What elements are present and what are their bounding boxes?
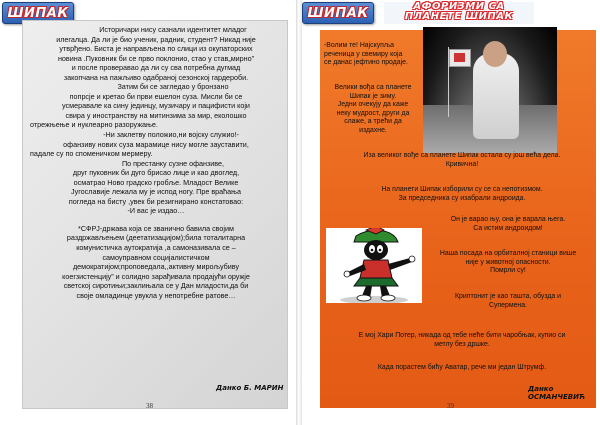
text-line: илегалца. Да ли је био ученик, радник, студент? Никад није: [56, 34, 256, 44]
text-line: новина .Пуковник би се прво поклонио, стао у став„мирно”: [57, 53, 255, 63]
author-signature: Данко Б. МАРИН: [216, 384, 284, 392]
aphorism-line: На планети Шипак изборили су се са непотизмом.: [381, 186, 543, 193]
left-page: [0, 0, 296, 425]
text-line: -И вас је издао…: [127, 206, 185, 216]
aphorism-line: се данас јефтино продаје.: [324, 59, 408, 67]
martian-drawing: [326, 228, 422, 303]
aphorism: [324, 364, 600, 373]
shipak-logo: ШИПАК: [302, 2, 374, 24]
footnote-line: светској сиротињи;заклињала се у Дан младости,да би: [63, 281, 249, 291]
aphorism-line: Е мој Хари Потер, никада од тебе неће бити чаробњак, купио си: [358, 332, 566, 339]
page-title: [384, 2, 534, 24]
shipak-logo: ШИПАК: [2, 2, 74, 24]
aphorism-line: издахне.: [359, 126, 387, 134]
footnote-line: своје омладинце увукла у непотребне ратове…: [76, 290, 236, 300]
footnote-line: демократијом;проповедала,,активну мирољубиву: [72, 262, 240, 272]
aphorism-line: Једни очекују да каже: [337, 101, 409, 109]
aphorism: [324, 42, 424, 68]
aphorism-line: слаже, а трећи да: [344, 118, 402, 126]
aphorism-line: Шипак је зиму.: [349, 92, 397, 100]
text-line: закопчана на пажљиво одабраној сезонској гардероби.: [63, 72, 249, 82]
aphorism-line: Он је варао њу, она је варала њега.: [450, 216, 566, 223]
text-line: -Ни заклетву положио,ни војску служио!-: [103, 130, 239, 140]
footnote-line: комунистичка аутократија ,а самоназивала се –: [76, 243, 236, 253]
footnote-line: раздржављењем (деетатизацијом);била тоталитарна: [66, 233, 246, 243]
text-line: погледа на бисту ,увек би резигнирано констатовао:: [68, 196, 244, 206]
story-text: [30, 25, 282, 300]
text-line: Затим би се загледао у бронзано: [117, 82, 229, 92]
page-number: 38: [146, 402, 153, 410]
aphorism-line: -Волим те! Најскупља: [324, 42, 394, 49]
text-line: офанзиву нових суза марамице нису могле зауставити,: [63, 139, 249, 149]
aphorism-line: неку мудрост, други да: [336, 109, 410, 117]
aphorism-line: Велики вођа са планете: [334, 84, 412, 91]
text-line: осматрао Ново градско гробље. Младост Велике: [73, 177, 239, 187]
astronaut-photo: [423, 27, 557, 153]
aphorism-line: Кривична!: [445, 160, 479, 168]
text-line: и после проверавао да ли су сва потребна дугмад: [71, 63, 241, 73]
aphorism: [324, 152, 600, 169]
text-line: свира у иностранству на митинзима за мир, еколошко: [65, 110, 247, 120]
footnote-line: самоуправном социјалистичком: [102, 252, 210, 262]
aphorism: [324, 84, 422, 136]
title-line: АФОРИЗМИ СА: [413, 1, 505, 12]
marvin-martian-cartoon: [326, 228, 422, 303]
aphorism-line: Са истим андроидом!: [473, 224, 543, 232]
footnote-line: *СФРЈ-држава која се званично бавила својим: [78, 223, 234, 233]
text-line: Југославије лежала му је испод ногу. Пре враћања: [71, 187, 241, 197]
text-line: отрежњење и нуклеарно разоружање.: [30, 120, 158, 130]
text-line: утврђено. Биста је направљена по слици из окупаторских: [59, 44, 253, 54]
aphorism: [420, 293, 596, 310]
aphorism-line: метлу без дршке.: [434, 340, 490, 348]
text-line: По престанку сузне офанзиве,: [121, 158, 224, 168]
text-line: падале су по споменичком мермеру.: [30, 149, 153, 159]
aphorism-line: Помрли су!: [490, 267, 526, 275]
aphorism: [420, 216, 596, 233]
aphorism-line: није у животној опасности.: [465, 258, 551, 266]
aphorism-line: Наша посада на орбиталној станици више: [439, 250, 577, 257]
title-line: ПЛАНЕТЕ ШИПАК: [404, 11, 514, 22]
aphorism-line: Криптонит је као ташта, обузда и: [455, 293, 561, 300]
aphorism-line: Супермена.: [489, 301, 527, 309]
aphorism-line: Када порастем бићу Аватар, рече ми један Штрумф.: [377, 364, 547, 371]
aphorism: [324, 186, 600, 203]
aphorism: [420, 250, 596, 276]
author-signature: Данко ОСМАНЧЕВИЋ: [528, 385, 586, 401]
footnote-line: коегзистенцију” и солидно зарађивала продајући оружје: [62, 271, 250, 281]
right-page: [302, 0, 600, 425]
text-line: усмеравале ка сину јединцу, музичару и пацифисти који: [62, 101, 250, 111]
aphorism-line: За председника су изабрали андроида.: [398, 194, 526, 202]
aphorism-line: Иза великог вође са планете Шипак остала су још већа дела.: [363, 152, 561, 159]
page-number: 39: [447, 402, 454, 410]
text-line: друг пуковник би дуго брисао лице и као двоглед,: [72, 168, 240, 178]
text-line: Историчари нису сазнали идентитет младог: [99, 25, 247, 34]
text-line: попрсје и кретао би први ешелон суза. Мисли би се: [69, 91, 243, 101]
aphorism: [324, 332, 600, 349]
aphorism-line: реченица у свемиру која: [324, 50, 403, 58]
